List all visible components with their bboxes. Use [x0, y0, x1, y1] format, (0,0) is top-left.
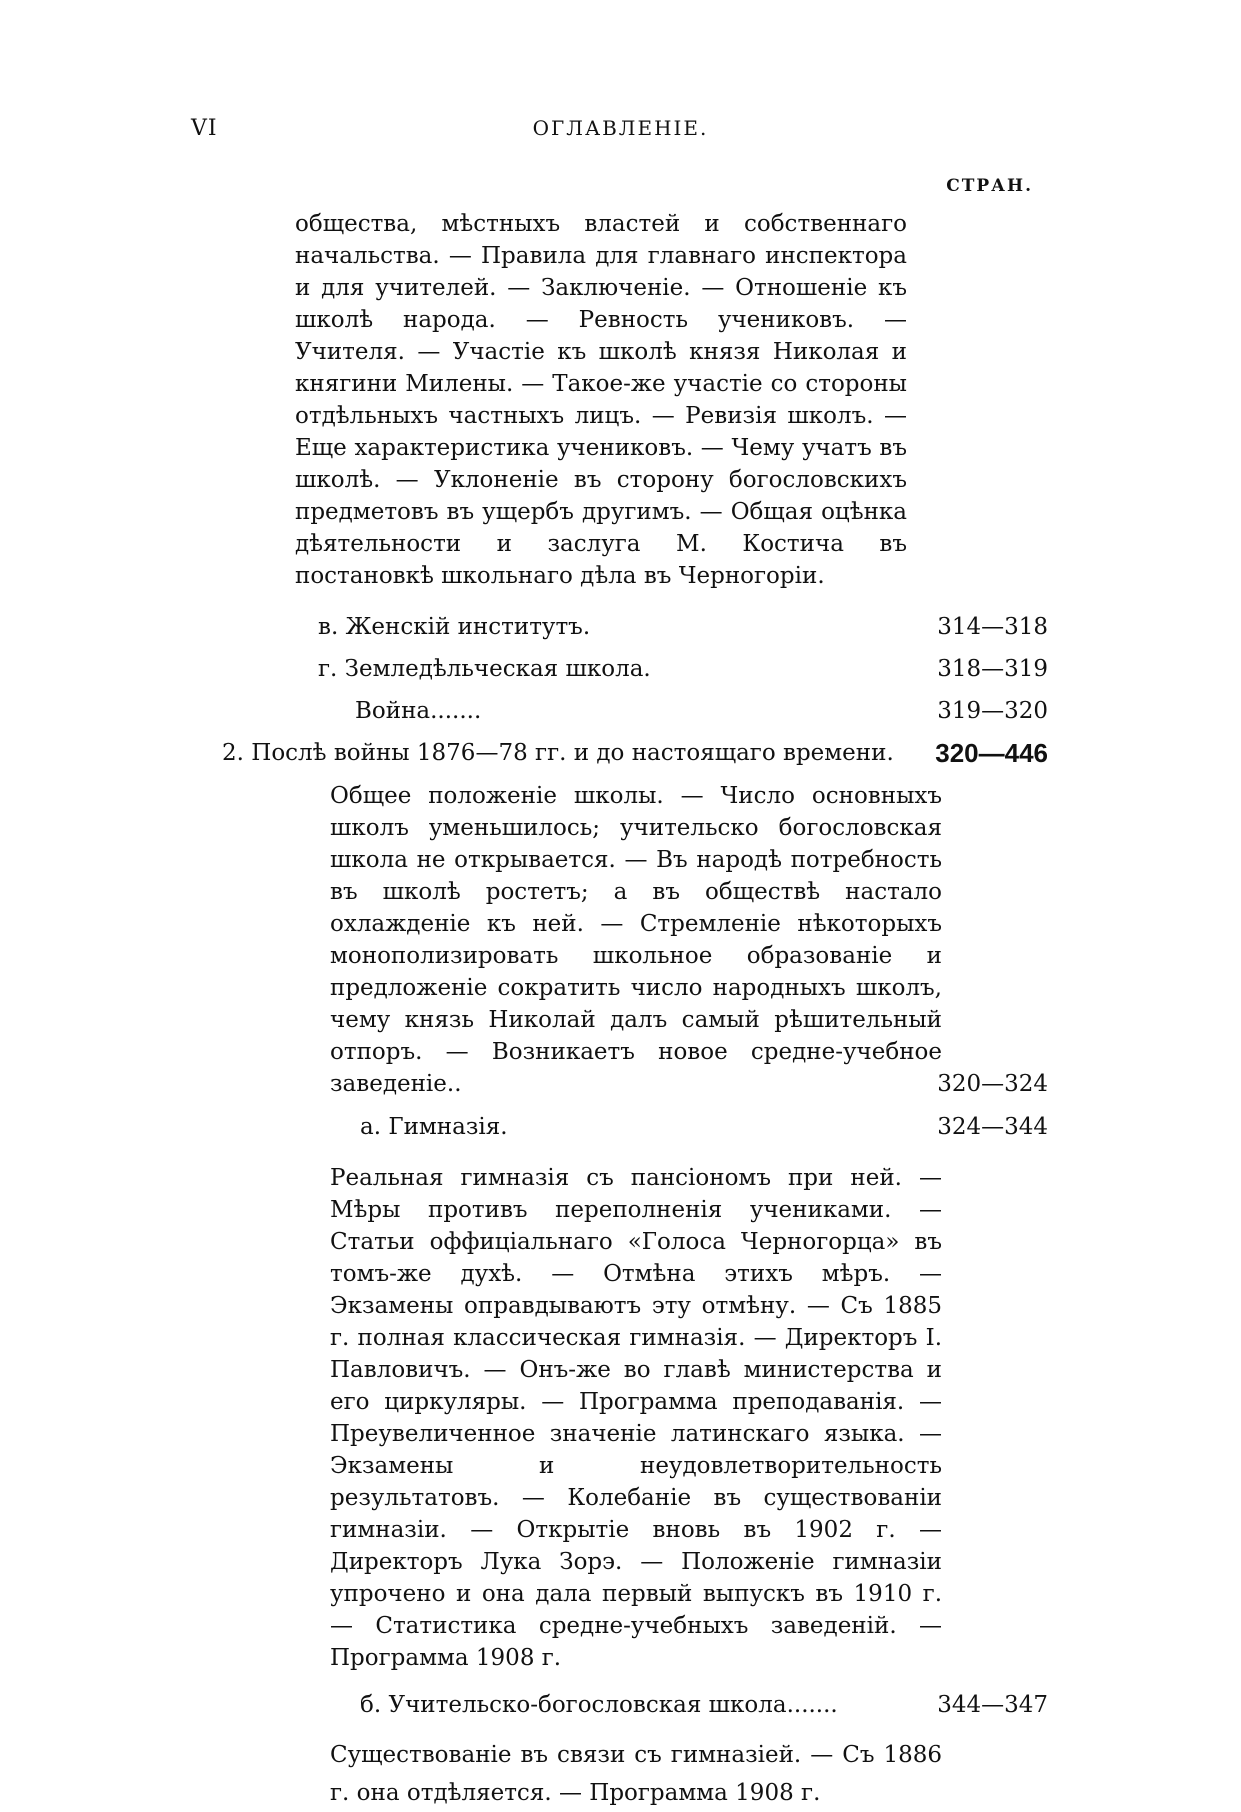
toc-entry: [0, 690, 1241, 732]
table-of-contents: [0, 208, 1241, 1812]
toc-entry: [0, 1106, 1241, 1148]
page-number: VI: [191, 116, 218, 141]
toc-entry-title: г. Земледѣльческая школа.: [318, 656, 651, 682]
page-header: [0, 116, 1241, 152]
toc-entry-title: 2. Послѣ войны 1876—78 гг. и до настоящаго времени.: [222, 740, 894, 766]
toc-entry-pages: 324—344: [937, 1114, 1048, 1140]
toc-entry-pages: 318—319: [937, 656, 1048, 682]
section-summary: Существованіе въ связи съ гимназіей. — Съ 1886 г. она отдѣляется. — Программа 1908 г.: [330, 1742, 942, 1806]
toc-entry-title: в. Женскій институтъ.: [318, 614, 591, 640]
toc-entry-title: б. Учительско-богословская школа.......: [360, 1692, 838, 1718]
section-summary-block: [0, 780, 1241, 1100]
toc-entry-title: Война.......: [355, 698, 482, 724]
section-summary: общества, мѣстныхъ властей и собственнаго начальства. — Правила для главнаго инспектора и для учителей. — Заключеніе. — Отношеніе къ школѣ народа. — Ревность учениковъ. — Учителя. — Участіе къ школѣ князя Николая и княгини Милены. — Такое-же участіе со стороны отдѣльныхъ частныхъ лицъ. — Ревизія школъ. — Еще характеристика учениковъ. — Чему учатъ въ школѣ. — Уклоненіе въ сторону богословскихъ предметовъ въ ущербъ другимъ. — Общая оцѣнка дѣятельности и заслуга М. Костича въ постановкѣ школьнаго дѣла въ Черногоріи.: [295, 211, 907, 589]
toc-entry: [0, 1684, 1241, 1726]
toc-entry-pages: 320—324: [937, 1071, 1048, 1097]
toc-entry-major: [0, 732, 1241, 774]
toc-entry-pages: 344—347: [937, 1692, 1048, 1718]
toc-entry-pages: 319—320: [937, 698, 1048, 724]
pages-column-label: СТРАН.: [946, 176, 1033, 196]
running-title: ОГЛАВЛЕНІЕ.: [532, 116, 709, 140]
section-summary: Общее положеніе школы. — Число основныхъ школъ уменьшилось; учительско богословская школа не открывается. — Въ народѣ потребность въ школѣ ростетъ; а въ обществѣ настало охлажденіе къ ней. — Стремленіе нѣкоторыхъ монополизировать школьное образованіе и предложеніе сократить число народныхъ школъ, чему князь Николай далъ самый рѣшительный отпоръ. — Возникаетъ новое средне-учебное заведеніе..: [330, 783, 942, 1097]
section-summary: Реальная гимназія съ пансіономъ при ней. — Мѣры противъ переполненія учениками. — Статьи оффиціальнаго «Голоса Черногорца» въ томъ-же духѣ. — Отмѣна этихъ мѣръ. — Экзамены оправдываютъ эту отмѣну. — Съ 1885 г. полная классическая гимназія. — Директоръ І. Павловичъ. — Онъ-же во главѣ министерства и его циркуляры. — Программа преподаванія. — Преувеличенное значеніе латинскаго языка. — Экзамены и неудовлетворительность результатовъ. — Колебаніе въ существованіи гимназіи. — Открытіе вновь въ 1902 г. — Директоръ Лука Зорэ. — Положеніе гимназіи упрочено и она дала первый выпускъ въ 1910 г. — Статистика средне-учебныхъ заведеній. — Программа 1908 г.: [330, 1165, 942, 1671]
toc-entry: [0, 648, 1241, 690]
toc-entry-pages: 314—318: [937, 614, 1048, 640]
toc-entry: [0, 606, 1241, 648]
toc-entry-pages: 320—446: [935, 738, 1048, 768]
toc-entry-title: а. Гимназія.: [360, 1114, 508, 1140]
